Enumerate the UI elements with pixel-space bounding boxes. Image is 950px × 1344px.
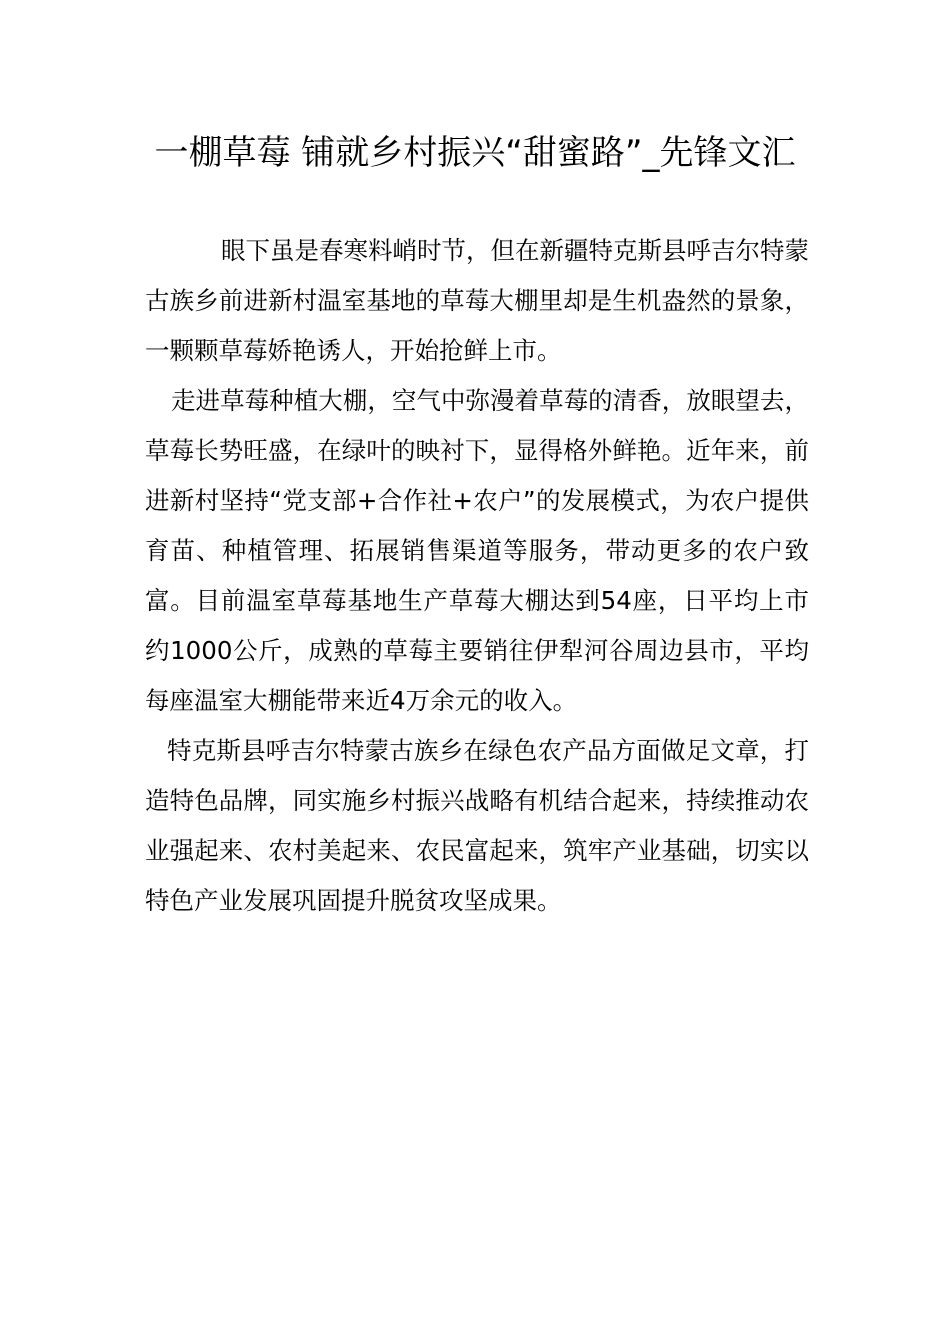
paragraph-3: 特克斯县呼吉尔特蒙古族乡在绿色农产品方面做足文章，打造特色品牌，同实施乡村振兴战略有机结合起来，持续推动农业强起来、农村美起来、农民富起来，筑牢产业基础，切实以特色产业发展巩固提升脱贫攻坚成果。 [145, 736, 809, 915]
paragraph-1: 眼下虽是春寒料峭时节，但在新疆特克斯县呼吉尔特蒙古族乡前进新村温室基地的草莓大棚里却是生机盎然的景象，一颗颗草莓娇艳诱人，开始抢鲜上市。 [145, 236, 809, 365]
document-title: 一棚草莓 铺就乡村振兴“甜蜜路”_先锋文汇 [154, 133, 796, 173]
paragraph-2: 走进草莓种植大棚，空气中弥漫着草莓的清香，放眼望去，草莓长势旺盛，在绿叶的映衬下，显得格外鲜艳。近年来，前进新村坚持“党支部+合作社+农户”的发展模式，为农户提供育苗、种植管理、拓展销售渠道等服务，带动更多的农户致富。目前温室草莓基地生产草莓大棚达到54座，日平均上市约1000公斤，成熟的草莓主要销往伊犁河谷周边县市，平均每座温室大棚能带来近4万余元的收入。 [145, 386, 809, 715]
document-body [145, 226, 809, 926]
